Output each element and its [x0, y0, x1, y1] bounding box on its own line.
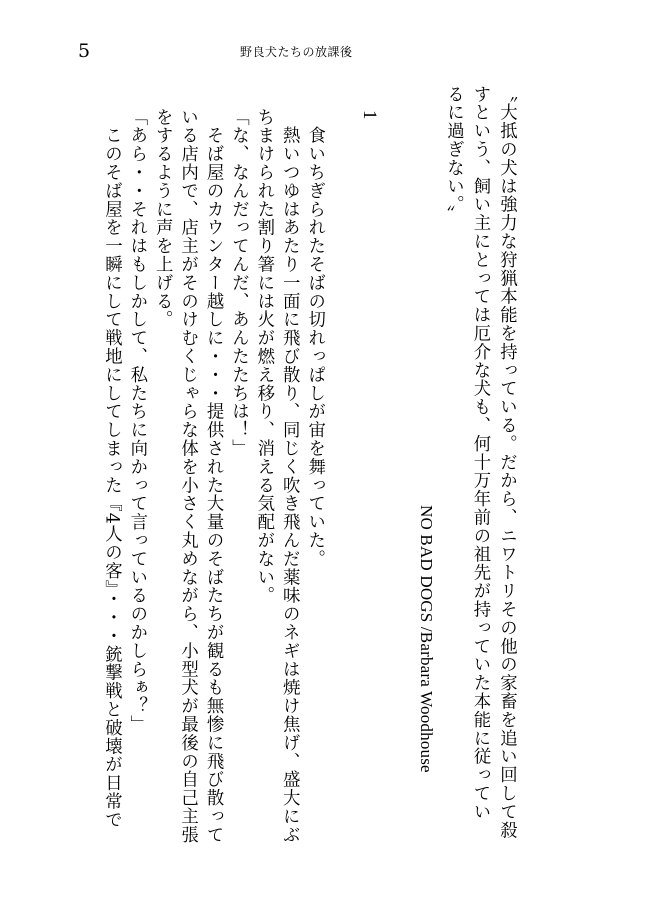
epigraph-attribution: NO BAD DOGS /Barbara Woodhouse	[417, 505, 436, 773]
body-line: をするように声を上げる。	[152, 108, 173, 329]
body-line: いる店内で、店主がそのけむくじゃらな体を小さく丸めながら、小型犬が最後の自己主張	[177, 108, 198, 844]
page-number: 5	[78, 40, 91, 62]
epigraph-line: すという、飼い主にとっては厄介な犬も、何十万年前の祖先が持っていた本能に従ってい	[470, 85, 490, 821]
body-line: 熱いつゆはあたり一面に飛び散り、同じく吹き飛んだ薬味のネギは焼け焦げ、盛大にぶ	[279, 108, 300, 844]
body-line: 「あら・・それはもしかして、私たちに向かって言っているのかしらぁ？」	[126, 108, 147, 734]
body-line: ちまけられた割り箸には火が燃え移り、消える気配がない。	[253, 108, 274, 605]
body-line: 食いちぎられたそばの切れっぱしが宙を舞っていた。	[304, 108, 325, 568]
body-text	[98, 108, 327, 844]
epigraph-line: るに過ぎない。〟	[443, 85, 464, 224]
body-line: そば屋のカウンター越しに・・・提供された大量のそばたちが観るも無惨に飛び散って	[203, 108, 224, 844]
running-header-title: 野良犬たちの放課後	[240, 45, 353, 59]
body-line: このそば屋を一瞬にして戦地にしてしまった『4人の客』・・・銃撃戦と破壊が日常で	[101, 108, 122, 829]
chapter-number: 1	[359, 110, 380, 120]
epigraph	[440, 85, 520, 839]
epigraph-line: 〝大抵の犬は強力な狩猟本能を持っている。だから、ニワトリその他の家畜を追い回して殺	[496, 85, 517, 840]
body-line: 「な、なんだってんだ、あんたたちは！」	[228, 108, 249, 458]
